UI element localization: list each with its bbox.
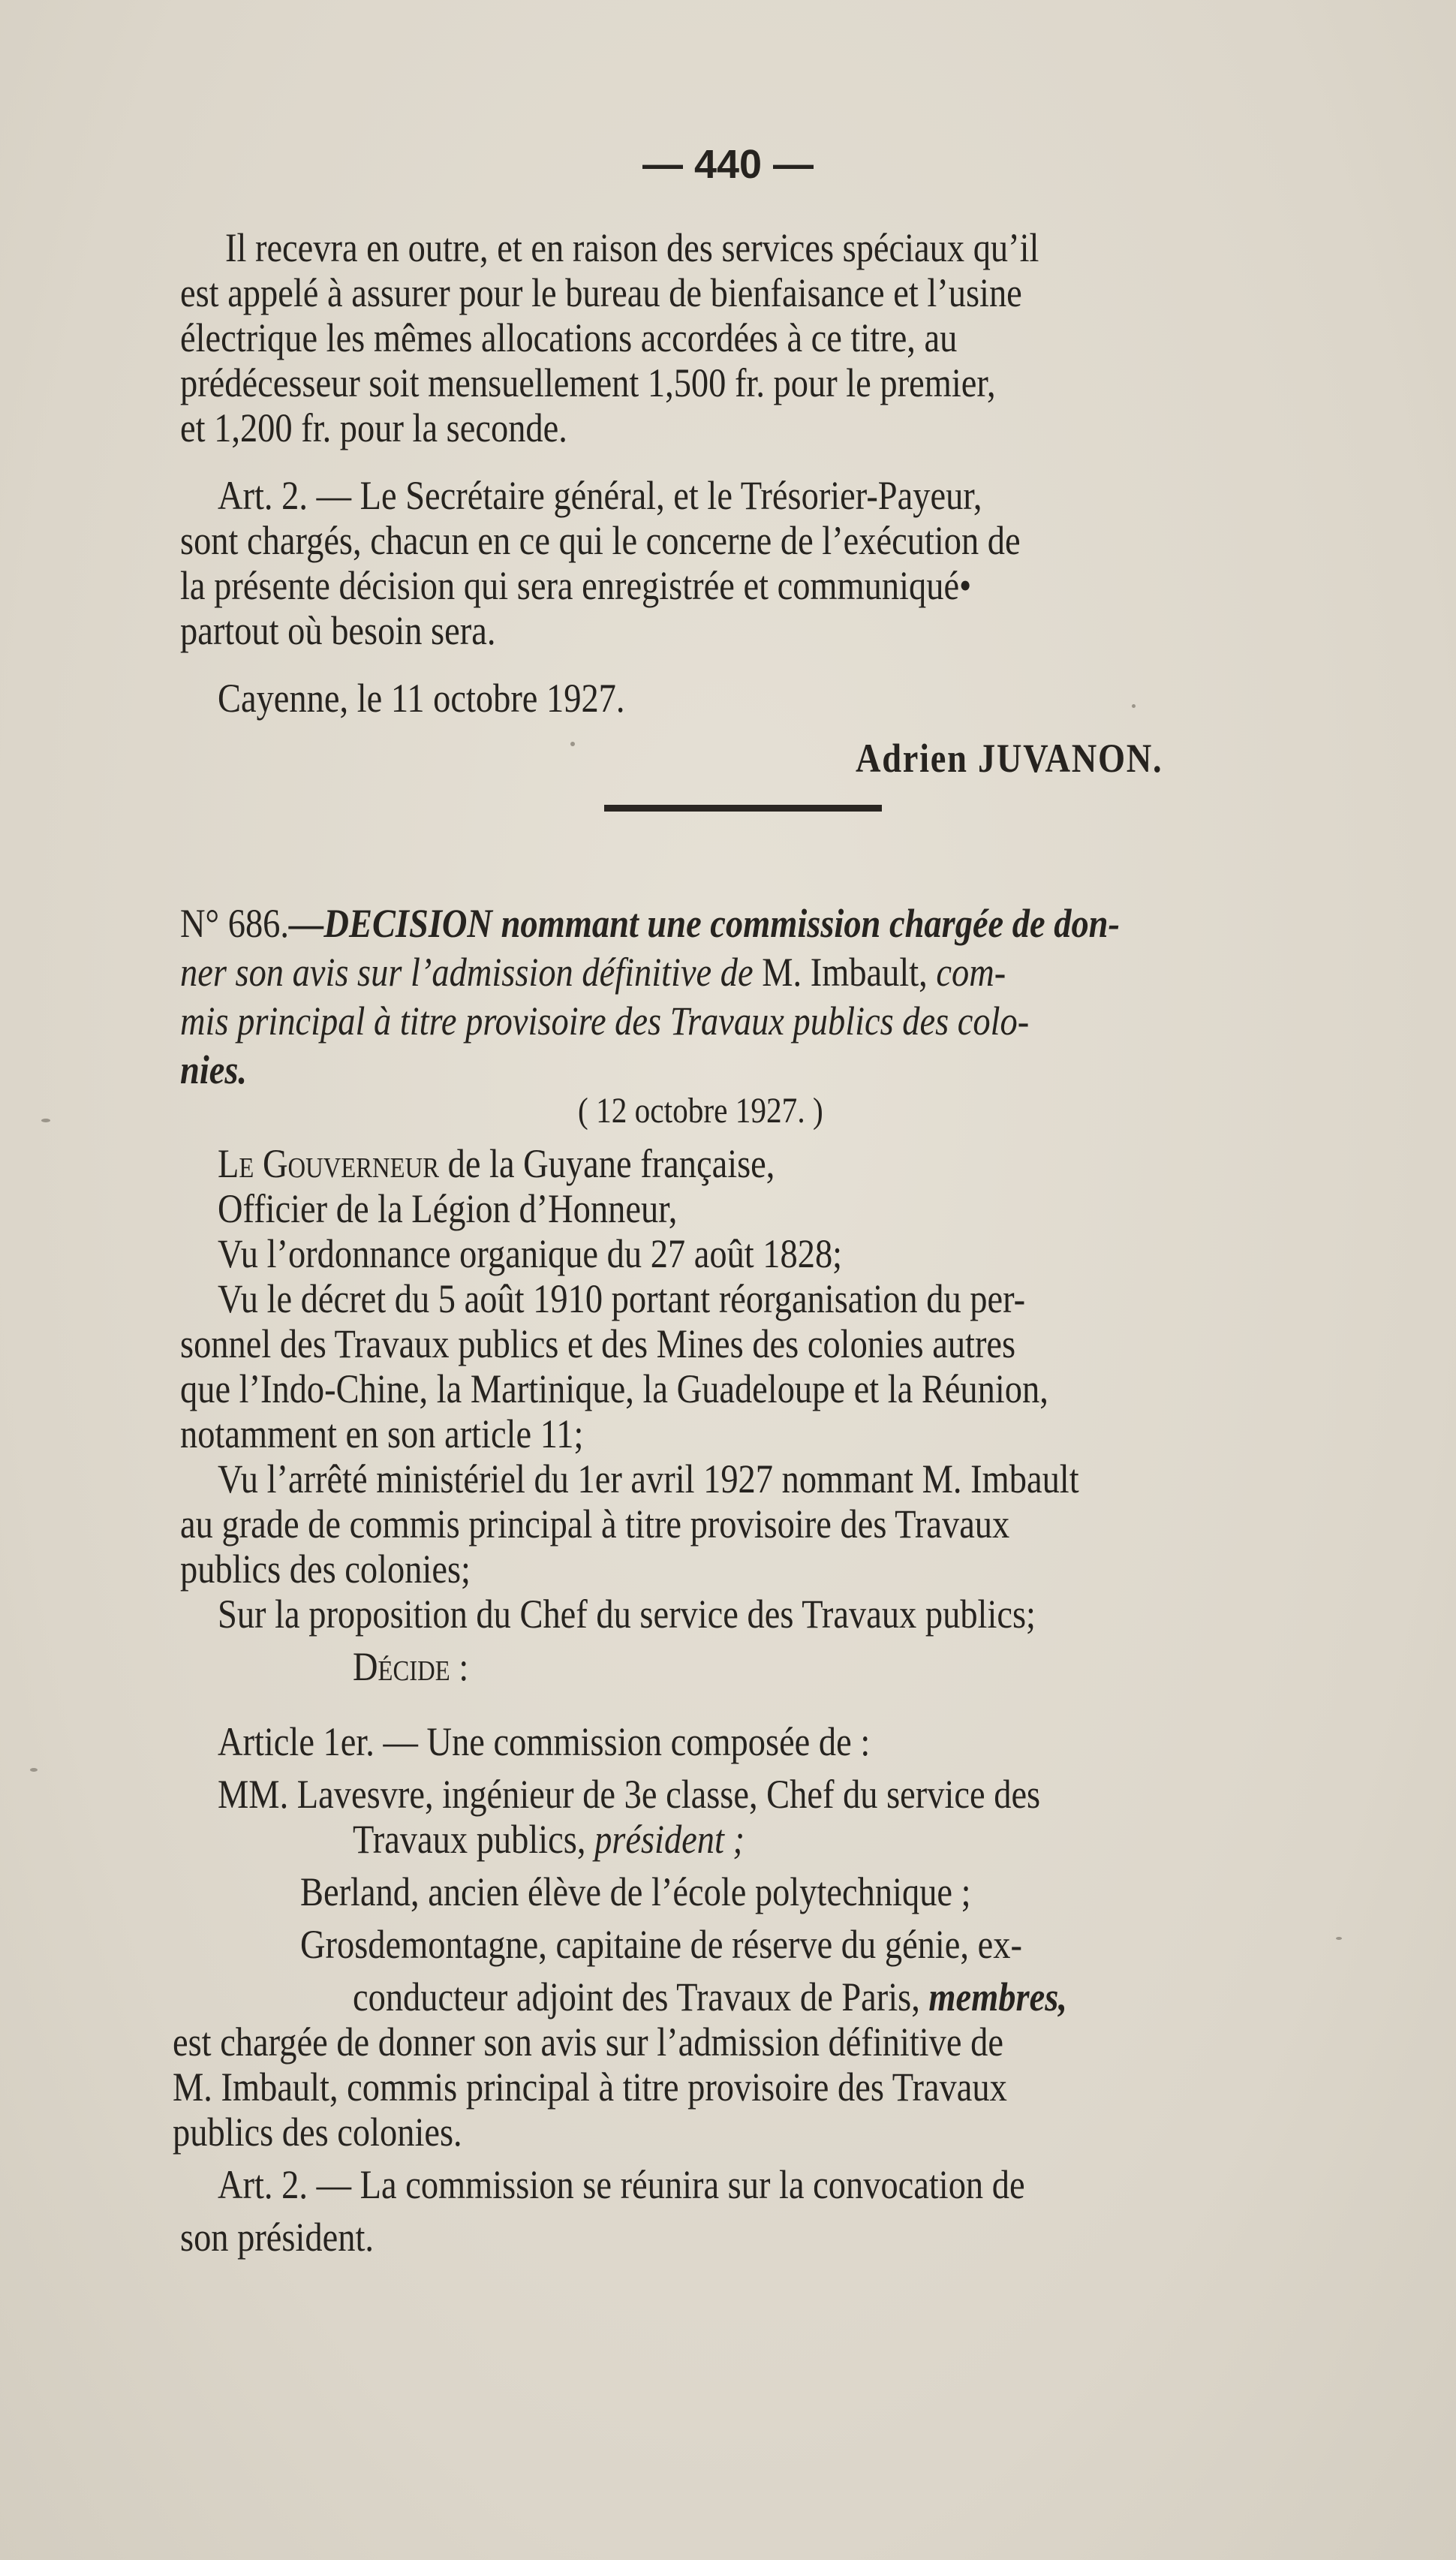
member-line — [353, 1974, 1456, 2019]
paper-speck — [570, 742, 575, 746]
consideration-line: Sur la proposition du Chef du service des Travaux publics; — [218, 1592, 1036, 1637]
article-line: partout où besoin sera. — [180, 608, 496, 653]
decision-title-text: —DECISION nommant une commission chargée de don- — [288, 901, 1120, 946]
article-line: sont chargés, chacun en ce qui le concerne de l’exécution de — [180, 518, 1021, 563]
page-number: — 440 — — [642, 142, 814, 187]
consideration-line: sonnel des Travaux publics et des Mines des colonies autres — [180, 1321, 1016, 1366]
decision-title-tail: com- — [936, 950, 1006, 995]
governor-line — [218, 1141, 1456, 1186]
consideration-line: notamment en son article 11; — [180, 1411, 584, 1456]
governor-title: Le Gouverneur — [218, 1141, 440, 1186]
paragraph-line: est appelé à assurer pour le bureau de bienfaisance et l’usine — [180, 270, 1022, 315]
paper-speck — [41, 1119, 50, 1122]
governor-rest: de la Guyane française, — [447, 1141, 775, 1186]
member-text: conducteur adjoint des Travaux de Paris, — [353, 1974, 920, 2019]
consideration-line: Vu l’arrêté ministériel du 1er avril 1927 nommant M. Imbault — [218, 1456, 1079, 1501]
officer-line: Officier de la Légion d’Honneur, — [218, 1186, 678, 1231]
article-line: son président. — [180, 2215, 374, 2260]
paragraph-line: prédécesseur soit mensuellement 1,500 fr. pour le premier, — [180, 360, 996, 405]
decision-title-line: nies. — [180, 1047, 248, 1092]
role-president: président ; — [594, 1817, 745, 1862]
role-members: membres, — [928, 1974, 1067, 2019]
body-line: M. Imbault, commis principal à titre provisoire des Travaux — [173, 2065, 1007, 2110]
decision-number: N° 686. — [180, 901, 289, 946]
member-text: Travaux publics, — [353, 1817, 586, 1862]
body-line: publics des colonies. — [173, 2110, 462, 2155]
consideration-line: que l’Indo-Chine, la Martinique, la Guadeloupe et la Réunion, — [180, 1366, 1048, 1411]
decision-title-text: ner son avis sur l’admission définitive de — [180, 950, 754, 995]
decision-date: ( 12 octobre 1927. ) — [578, 1091, 823, 1131]
member-line — [353, 1817, 1456, 1862]
paper-speck — [30, 1768, 38, 1772]
article-line: Art. 2. — La commission se réunira sur la convocation de — [218, 2162, 1025, 2207]
consideration-line: Vu le décret du 5 août 1910 portant réorganisation du per- — [218, 1276, 1026, 1321]
article-line: Art. 2. — Le Secrétaire général, et le Trésorier-Payeur, — [218, 473, 982, 518]
article-line: Article 1er. — Une commission composée de : — [218, 1719, 871, 1764]
consideration-line: Vu l’ordonnance organique du 27 août 1828; — [218, 1231, 843, 1276]
decision-title-line — [180, 901, 1432, 946]
member-line: Berland, ancien élève de l’école polytechnique ; — [300, 1869, 971, 1914]
decision-title-line — [180, 950, 1432, 995]
article-line: la présente décision qui sera enregistrée et communiqué• — [180, 563, 972, 608]
signature: Adrien JUVANON. — [856, 736, 1163, 781]
decision-title-line: mis principal à titre provisoire des Travaux publics des colo- — [180, 998, 1030, 1044]
member-line: Grosdemontagne, capitaine de réserve du génie, ex- — [300, 1922, 1022, 1967]
paragraph-line: et 1,200 fr. pour la seconde. — [180, 405, 567, 450]
consideration-line: publics des colonies; — [180, 1547, 471, 1592]
decide-heading: Décide : — [353, 1644, 469, 1689]
member-line: MM. Lavesvre, ingénieur de 3e classe, Chef du service des — [218, 1772, 1041, 1817]
paragraph-line: Il recevra en outre, et en raison des services spéciaux qu’il — [225, 225, 1039, 270]
dateline: Cayenne, le 11 octobre 1927. — [218, 676, 625, 721]
separator-rule — [604, 805, 882, 812]
body-line: est chargée de donner son avis sur l’admission définitive de — [173, 2019, 1003, 2065]
consideration-line: au grade de commis principal à titre provisoire des Travaux — [180, 1501, 1010, 1547]
paragraph-line: électrique les mêmes allocations accordées à ce titre, au — [180, 315, 958, 360]
decision-title-name: M. Imbault, — [762, 950, 928, 995]
